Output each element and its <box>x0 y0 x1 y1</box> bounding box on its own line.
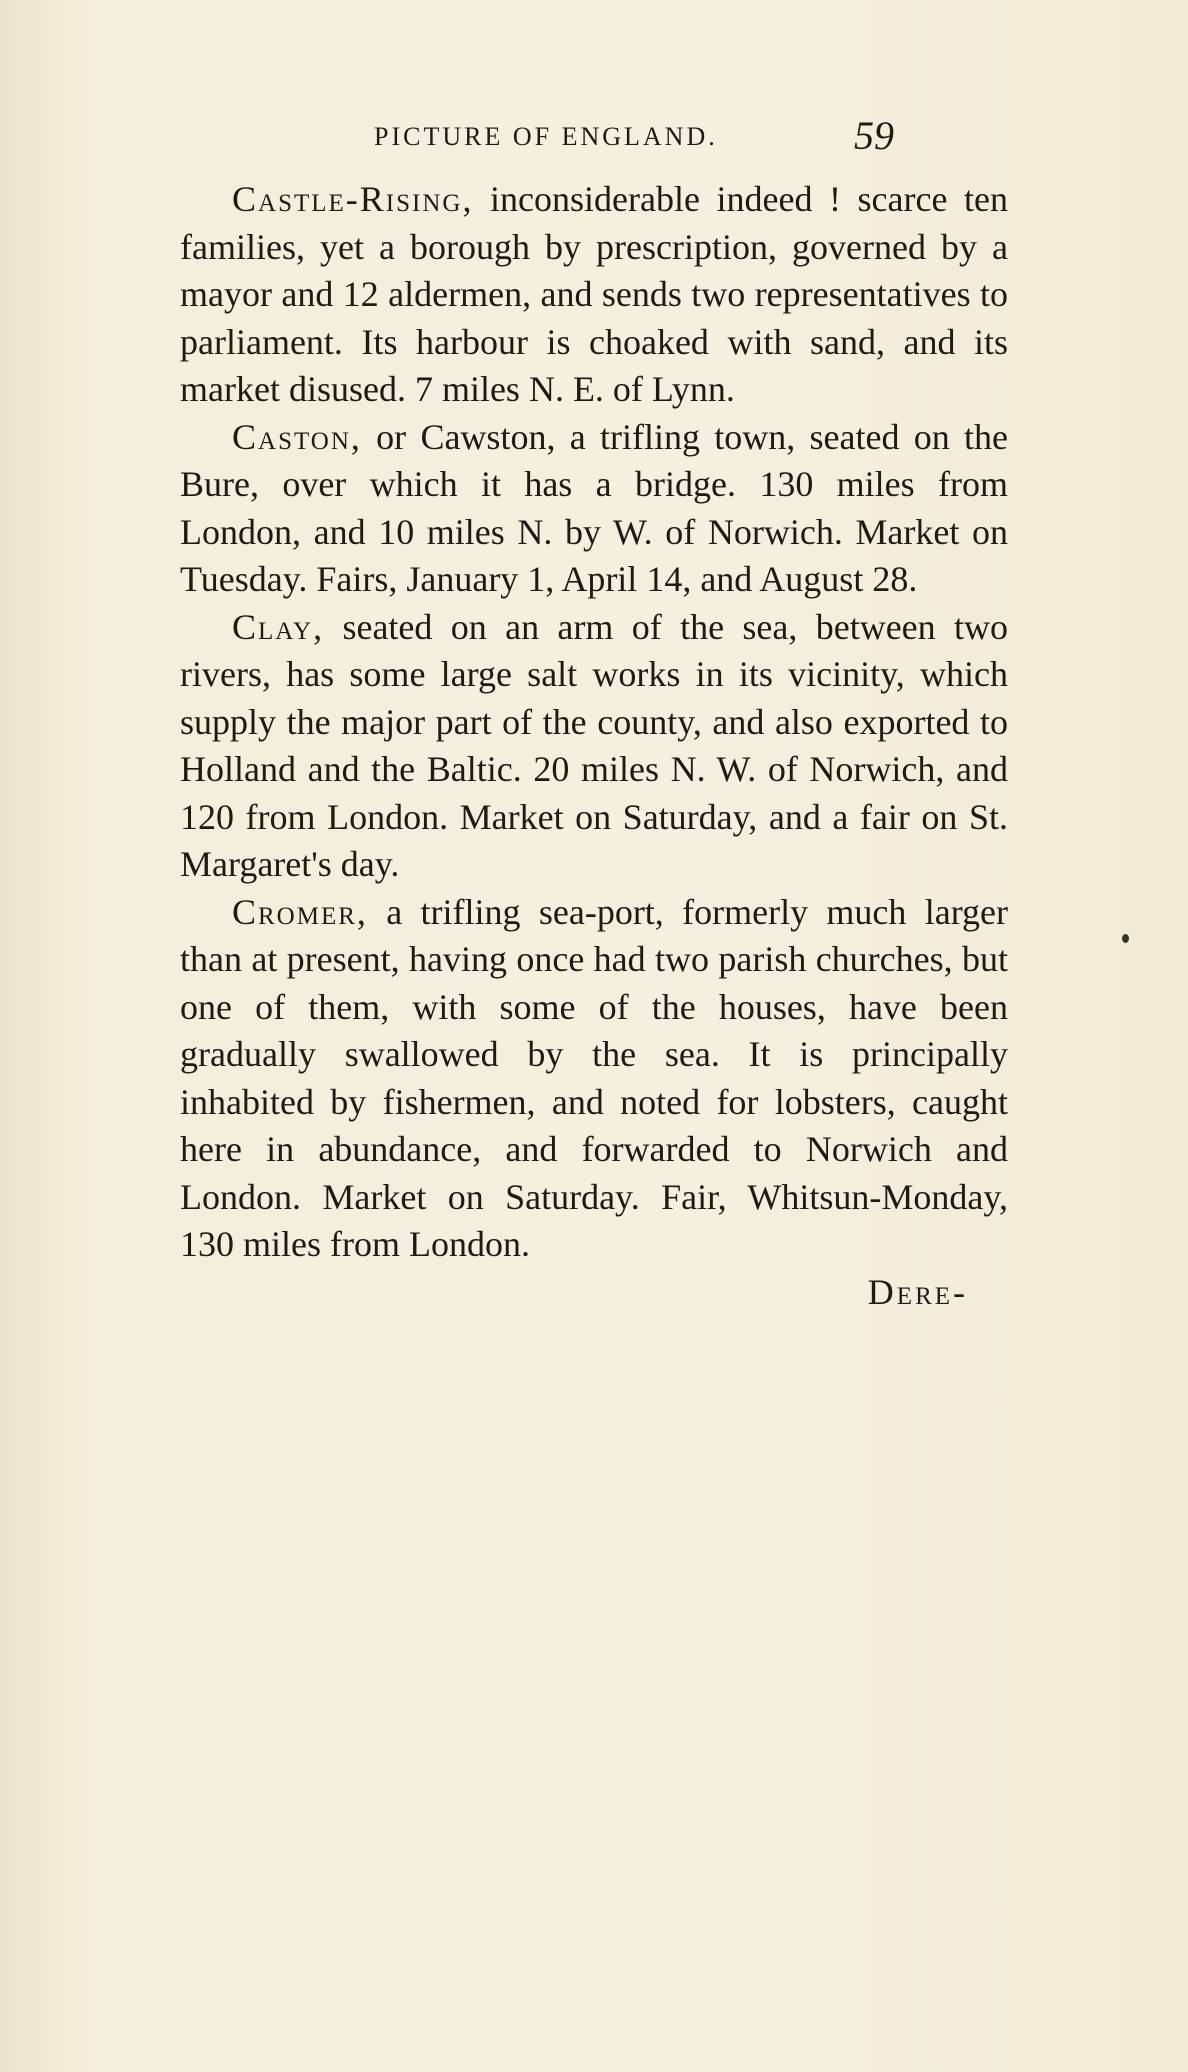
page-number: 59 <box>854 113 894 158</box>
running-head: PICTURE OF ENGLAND. <box>374 122 718 151</box>
entry-heading: Castle-Rising, <box>232 179 474 219</box>
entry-text: or Cawston, a trifling town, seated on the Bure, over which it has a bridge. 130 miles from London, and 10 miles N. by W. of Norwich. Market on Tuesday. Fairs, January 1, April 14, and August 28. <box>180 416 1008 599</box>
entry-heading: Cromer, <box>232 891 368 932</box>
ink-speck <box>1122 934 1129 943</box>
entry-text: a trifling sea-port, formerly much larger than at present, having once had two parish churches, but one of them, with some of the houses, have been gradually swallowed by the sea. It is principally inhabited by fishermen, and noted for lobsters, caught here in abundance, and forwarded to Norwich and London. Market on Saturday. Fair, Whitsun-Monday, 130 miles from London. <box>180 891 1008 1264</box>
entry-castle-rising <box>180 176 1008 414</box>
body-text <box>180 176 1008 1316</box>
catchword: Dere- <box>867 1271 968 1312</box>
entry-text: seated on an arm of the sea, between two rivers, has some large salt works in its vicinity, which supply the major part of the county, and also exported to Holland and the Baltic. 20 miles N. W. of Norwich, and 120 from London. Market on Saturday, and a fair on St. Margaret's day. <box>180 606 1008 884</box>
entry-clay <box>180 604 1008 889</box>
entry-text: inconsiderable indeed ! scarce ten families, yet a borough by prescription, governed by a mayor and 12 aldermen, and sends two representatives to parliament. Its harbour is choaked with sand, and its market disused. 7 miles N. E. of Lynn. <box>180 179 1008 409</box>
page-header <box>374 113 894 162</box>
entry-heading: Clay, <box>232 606 325 647</box>
entry-cromer <box>180 889 1008 1269</box>
entry-caston <box>180 414 1008 604</box>
entry-heading: Caston, <box>232 416 362 457</box>
